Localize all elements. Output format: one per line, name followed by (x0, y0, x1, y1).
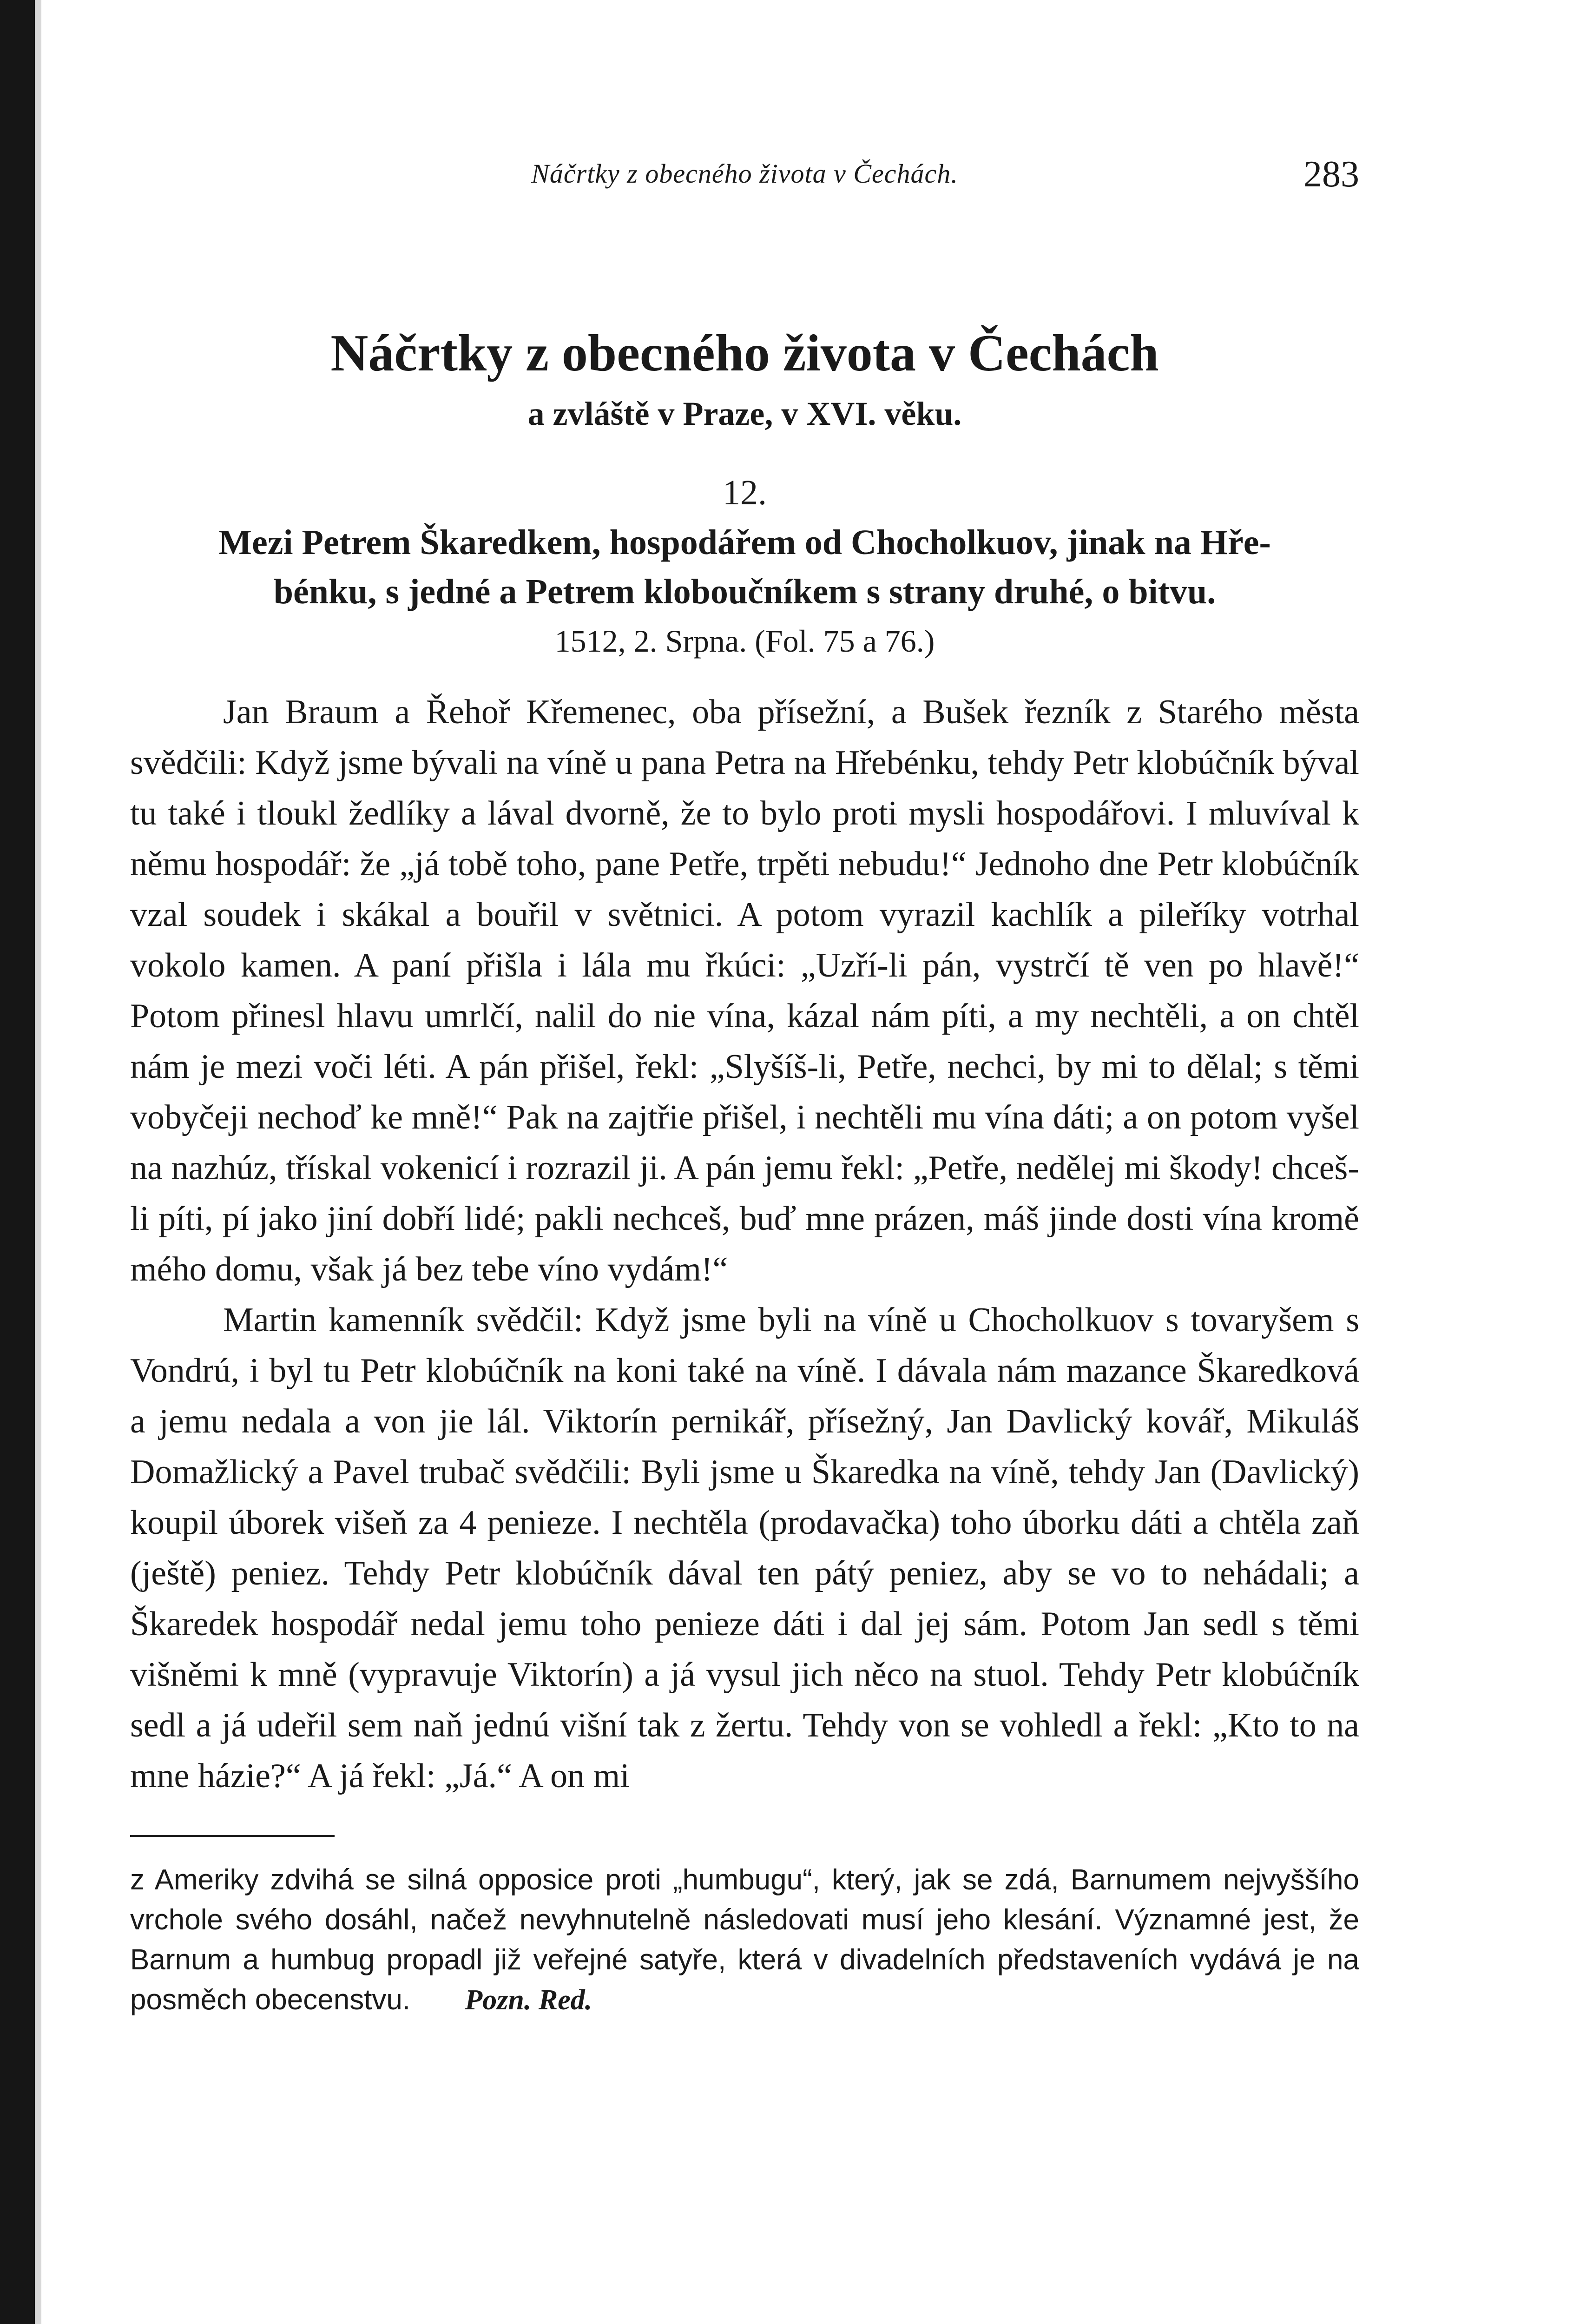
article-title: Náčrtky z obecného života v Čechách (330, 324, 1159, 382)
page-number: 283 (1303, 154, 1359, 195)
scan-left-edge-shadow (35, 0, 41, 2324)
section-date: 1512, 2. Srpna. (Fol. 75 a 76.) (554, 623, 935, 659)
editor-note: Pozn. Red. (465, 1984, 592, 2016)
section-heading-line: bénku, s jedné a Petrem kloboučníkem s strany druhé, o bitvu. (273, 572, 1216, 611)
book-page (130, 149, 1359, 2020)
footnote (130, 1860, 1359, 2020)
section-heading (130, 518, 1359, 616)
running-head (130, 149, 1359, 205)
footnote-divider (130, 1835, 335, 1837)
body-text (130, 687, 1359, 1802)
section-number: 12. (723, 473, 767, 512)
scan-left-edge (0, 0, 35, 2324)
section-heading-line: Mezi Petrem Škaredkem, hospodářem od Chocholkuov, jinak na Hře- (218, 523, 1271, 562)
article-subtitle: a zvláště v Praze, v XVI. věku. (527, 395, 962, 432)
footnote-text: z Ameriky zdvihá se silná opposice proti „humbugu“, který, jak se zdá, Barnumem nejvyššího vrchole svého dosáhl, načež nevyhnutelně následovati musí jeho klesání. Významné jest, že Barnum a humbug propadl již veřejné satyře, která v divadelních představeních vydává je na posměch obecenstvu. (130, 1864, 1359, 2016)
paragraph: Jan Braum a Řehoř Křemenec, oba přísežní, a Bušek řezník z Starého města svědčili: Když jsme bývali na víně u pana Petra na Hřebénku, tehdy Petr klobúčník býval tu také i tloukl žedlíky a lával dvorně, že to bylo proti mysli hospodářovi. I mluvíval k němu hospodář: že „já tobě toho, pane Petře, trpěti nebudu!“ Jednoho dne Petr klobúčník vzal soudek i skákal a bouřil v světnici. A potom vyrazil kachlík a pileříky votrhal vokolo kamen. A paní přišla i lála mu řkúci: „Uzří-li pán, vystrčí tě ven po hlavě!“ Potom přinesl hlavu umrlčí, nalil do nie vína, kázal nám píti, a my nechtěli, a on chtěl nám je mezi voči léti. A pán přišel, řekl: „Slyšíš-li, Petře, nechci, by mi to dělal; s těmi vobyčeji nechoď ke mně!“ Pak na zajtřie přišel, i nechtěli mu vína dáti; a on potom vyšel na nazhúz, třískal vokenicí i rozrazil ji. A pán jemu řekl: „Petře, nedělej mi škody! chceš-li píti, pí jako jiní dobří lidé; pakli nechceš, buď mne prázen, máš jinde dosti vína kromě mého domu, však já bez tebe víno vydám!“ (130, 693, 1359, 1288)
running-title: Náčrtky z obecného života v Čechách. (531, 158, 958, 189)
paragraph: Martin kamenník svědčil: Když jsme byli na víně u Chocholkuov s tovaryšem s Vondrú, i byl tu Petr klobúčník na koni také na víně. I dávala nám mazance Škaredková a jemu nedala a von jie lál. Viktorín pernikář, přísežný, Jan Davlický kovář, Mikuláš Domažlický a Pavel trubač svědčili: Byli jsme u Škaredka na víně, tehdy Jan (Davlický) koupil úborek višeň za 4 penieze. I nechtěla (prodavačka) toho úborku dáti a chtěla zaň (ještě) peniez. Tehdy Petr klobúčník dával ten pátý peniez, aby se vo to nehádali; a Škaredek hospodář nedal jemu toho penieze dáti i dal jej sám. Potom Jan sedl s těmi višněmi k mně (vypravuje Viktorín) a já vysul jich něco na stuol. Tehdy Petr klobúčník sedl a já udeřil sem naň jednú višní tak z žertu. Tehdy von se vohledl a řekl: „Kto to na mne házie?“ A já řekl: „Já.“ A on mi (130, 1301, 1359, 1795)
